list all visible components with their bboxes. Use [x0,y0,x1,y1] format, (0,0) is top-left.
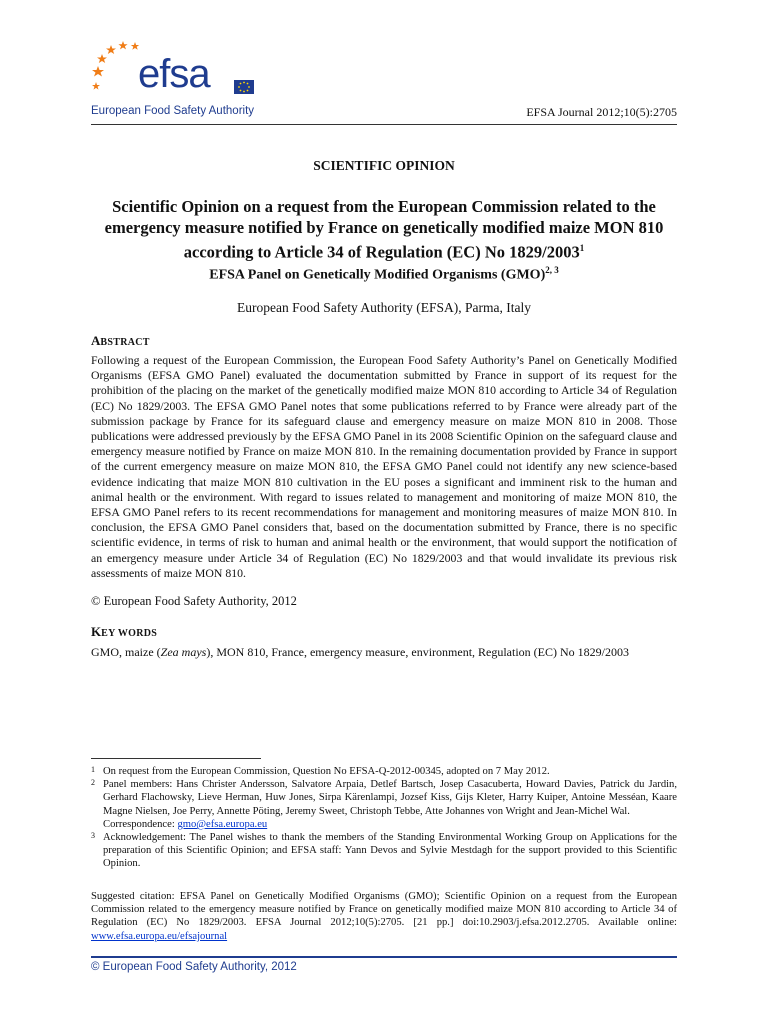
affiliation: European Food Safety Authority (EFSA), Parma, Italy [237,300,531,315]
footnote-number: 1 [91,765,95,774]
panel-text: EFSA Panel on Genetically Modified Organisms (GMO) [209,267,546,283]
footnotes [91,765,677,871]
keywords-list [91,645,677,660]
keywords-heading [91,624,677,640]
title-footnote-ref[interactable]: 1 [579,243,585,253]
logo-wordmark: efsa [138,52,210,96]
keywords-heading-cap: K [91,624,102,639]
footnote-text: Acknowledgement: The Panel wishes to thank the members of the Standing Environmental Working Group on Applications for the preparation of this Scientific Opinion; and EFSA staff: Yann Devos and Sylvie Mestdagh for the support provided to this Scientific Opinion. [103,832,677,870]
panel-name [91,265,677,284]
abstract-body: Following a request of the European Commission, the European Food Safety Authority’s Panel on Genetically Modified Organisms (EFSA GMO Panel) evaluated the documentation submitted by France in support of its request for the prohibition of the placing on the market of the genetically modified maize MON 810 according to Article 34 of Regulation (EC) No 1829/2003. The EFSA GMO Panel notes that some publications referred to by France were already part of the submission package by France for its safeguard clause and emergency measure on maize MON 810 in 2008. Those publications were addressed previously by the EFSA GMO Panel in its 2008 Scientific Opinion on the safeguard clause and emergency measure notified by France on maize MON 810. In the remaining documentation provided by France in support of the current emergency measure on maize MON 810, the EFSA GMO Panel could not identify any new science-based evidence indicating that maize MON 810 cultivation in the EU poses a significant and imminent risk to the human and animal health or the environment. With regard to issues related to management and monitoring of maize MON 810, the EFSA GMO Panel refers to its recent recommendations for management and monitoring measures of maize MON 810. In conclusion, the EFSA GMO Panel considers that, based on the documentation submitted by France, there is no specific scientific evidence, in terms of risk to human and animal health or the environment, that would support the notification of an emergency measure under Article 34 of Regulation (EC) No 1829/2003 and that would invalidate its previous risk assessments of maize MON 810. [91,353,677,580]
footnote-3 [91,831,677,871]
footer-copyright: © European Food Safety Authority, 2012 [91,961,297,973]
efsa-journal-link[interactable]: www.efsa.europa.eu/efsajournal [91,930,228,942]
keywords-heading-rest: EY WORDS [101,628,158,639]
page-header [0,0,768,130]
footnote-text: On request from the European Commission, Question No EFSA-Q-2012-00345, adopted on 7 May 2012. [103,766,550,777]
footnote-2 [91,778,677,831]
footer-divider [91,956,677,958]
agency-name: European Food Safety Authority [91,105,255,117]
footnote-text: Panel members: Hans Christer Andersson, Salvatore Arpaia, Detlef Bartsch, Josep Casacuberta, Howard Davies, Patrick du Jardin, Gerhard Flachowsky, Lieve Herman, Huw Jones, Sirpa Kärenlampi, Jozsef Kiss, Gijs Kleter, Harry Kuiper, Antoine Messéan, Kaare Magne Nielsen, Joe Perry, Annette Pöting, Jeremy Sweet, Christoph Tebbe, Atte Johannes von Wright and Jean-Michel Wal. [103,779,677,817]
correspondence-label: Correspondence: [103,818,178,830]
panel-footnote-ref[interactable]: 2, 3 [545,265,559,275]
title-text: Scientific Opinion on a request from the European Commission related to the emergency measure notified by France on genetically modified maize MON 810 according to Article 34 of Regulation (EC) No 1829/2003 [104,197,664,262]
journal-reference: EFSA Journal 2012;10(5):2705 [526,105,677,119]
footnote-number: 3 [91,831,95,841]
footnote-divider [91,758,261,759]
citation-text: Suggested citation: EFSA Panel on Genetically Modified Organisms (GMO); Scientific Opinion on a request from the European Commission related to the emergency measure notified by France on genetically modified maize MON 810 according to Article 34 of Regulation (EC) No 1829/2003. EFSA Journal 2012;10(5):2705. [21 pp.] doi:10.2903/j.efsa.2012.2705. Available online: [91,891,677,929]
document-type: SCIENTIFIC OPINION [313,158,455,173]
keywords-part-1: GMO, maize ( [91,645,161,659]
abstract-heading-cap: A [91,333,101,348]
abstract-copyright: © European Food Safety Authority, 2012 [91,594,297,608]
abstract-heading [91,333,677,349]
footnote-number: 2 [91,778,95,788]
suggested-citation [91,890,677,943]
keywords-species: Zea mays [160,645,207,659]
keywords-part-2: ), MON 810, France, emergency measure, environment, Regulation (EC) No 1829/2003 [206,645,630,659]
footnote-1 [91,765,677,778]
header-divider [91,124,677,125]
document-title [91,196,677,263]
correspondence-email-link[interactable]: gmo@efsa.europa.eu [177,818,268,830]
abstract-heading-rest: BSTRACT [100,337,150,348]
